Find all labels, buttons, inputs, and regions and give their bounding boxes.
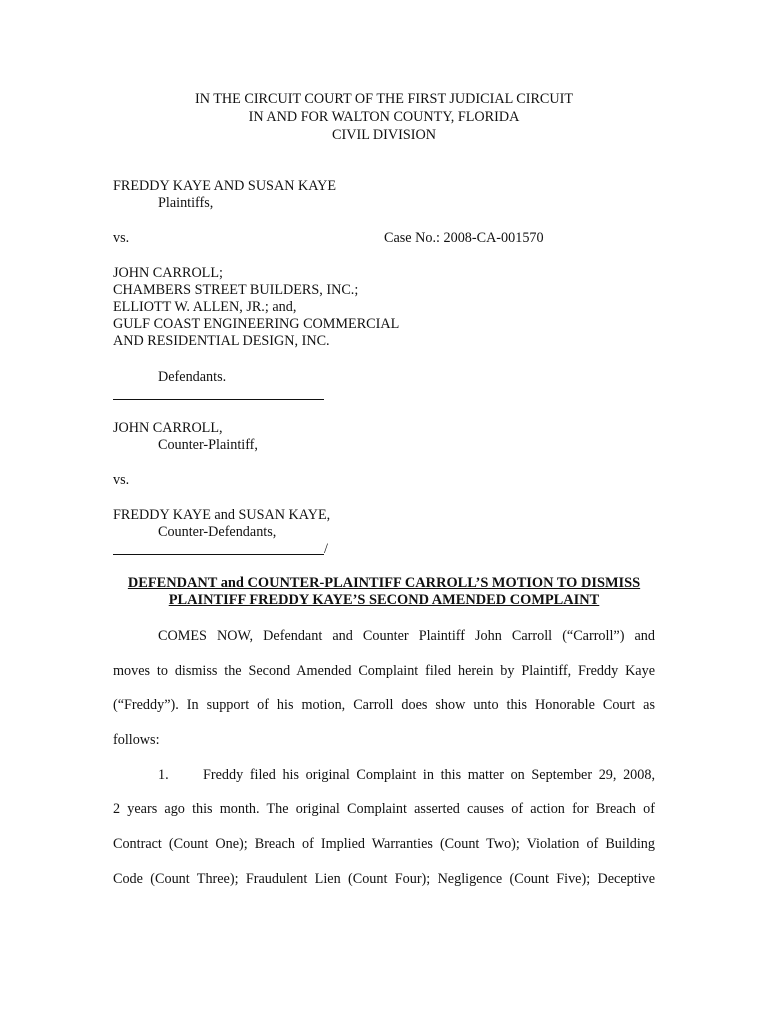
intro-paragraph-line: follows: [113,732,160,748]
plaintiffs-label: Plaintiffs, [158,195,214,211]
defendant-line: AND RESIDENTIAL DESIGN, INC. [113,333,330,349]
intro-paragraph-line: COMES NOW, Defendant and Counter Plaintiff John Carroll (“Carroll”) and [158,628,655,644]
intro-paragraph-line: (“Freddy”). In support of his motion, Carroll does show unto this Honorable Court as [113,697,655,713]
paragraph-1-line: 2 years ago this month. The original Complaint asserted causes of action for Breach of [113,801,655,817]
defendant-line: CHAMBERS STREET BUILDERS, INC.; [113,282,359,298]
counter-defendants-names: FREDDY KAYE and SUSAN KAYE, [113,507,331,523]
motion-title-line-1: DEFENDANT and COUNTER-PLAINTIFF CARROLL’S MOTION TO DISMISS [127,575,641,591]
court-header [0,90,768,144]
court-header-line-1: IN THE CIRCUIT COURT OF THE FIRST JUDICIAL CIRCUIT [194,91,574,107]
case-number: Case No.: 2008-CA-001570 [384,230,544,246]
motion-title [0,575,768,609]
paragraph-1-line: Freddy filed his original Complaint in this matter on September 29, 2008, [203,767,655,783]
counter-plaintiff-label: Counter-Plaintiff, [158,437,258,453]
caption-divider-rule [113,399,324,400]
court-header-line-2: IN AND FOR WALTON COUNTY, FLORIDA [248,109,520,125]
defendant-line: ELLIOTT W. ALLEN, JR.; and, [113,299,297,315]
court-header-line-3: CIVIL DIVISION [332,127,436,143]
caption-closing-rule [113,554,324,555]
defendant-line: GULF COAST ENGINEERING COMMERCIAL [113,316,400,332]
counter-plaintiff-name: JOHN CARROLL, [113,420,223,436]
counter-defendants-label: Counter-Defendants, [158,524,277,540]
versus-1: vs. [113,230,130,246]
paragraph-number: 1. [158,767,169,783]
defendants-label: Defendants. [158,369,227,385]
intro-paragraph-line: moves to dismiss the Second Amended Complaint filed herein by Plaintiff, Freddy Kaye [113,663,655,679]
paragraph-1-line: Code (Count Three); Fraudulent Lien (Count Four); Negligence (Count Five); Deceptive [113,871,655,887]
motion-title-line-2: PLAINTIFF FREDDY KAYE’S SECOND AMENDED COMPLAINT [168,592,600,608]
plaintiffs-names: FREDDY KAYE AND SUSAN KAYE [113,178,337,194]
paragraph-1-line: Contract (Count One); Breach of Implied Warranties (Count Two); Violation of Building [113,836,655,852]
defendant-line: JOHN CARROLL; [113,265,223,281]
versus-2: vs. [113,472,130,488]
caption-closing-slash: / [324,541,328,557]
